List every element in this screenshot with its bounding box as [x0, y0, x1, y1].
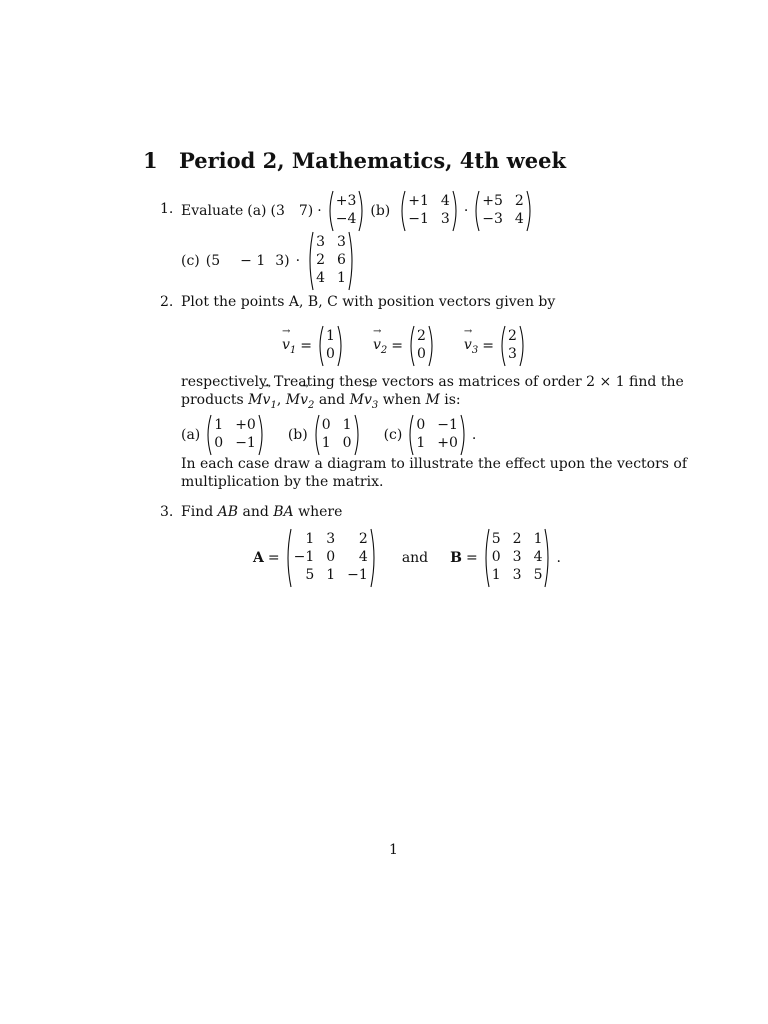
- q3-mid-and: and: [401, 550, 429, 566]
- left-paren: [398, 190, 406, 232]
- right-paren: [348, 231, 356, 291]
- right-paren: [358, 190, 366, 232]
- q2-v3-matrix: [498, 325, 527, 367]
- matrix-cells: [506, 325, 519, 367]
- q1-line-c: [181, 231, 356, 291]
- matrix-entry: 2: [416, 328, 426, 344]
- q1-line-a-b: [181, 190, 534, 232]
- matrix-cells: [320, 414, 354, 456]
- q3-A-matrix: [284, 528, 378, 588]
- q2-b-matrix: [312, 414, 362, 456]
- matrix-entry: 3: [326, 531, 336, 547]
- matrix-entry: 4: [440, 193, 450, 209]
- matrix-entry: 3: [440, 211, 450, 227]
- q2-vectors: [282, 325, 527, 367]
- q2-number: 2.: [160, 294, 174, 310]
- matrix-cells: [414, 414, 460, 456]
- left-paren: [482, 528, 490, 588]
- q3-line: Find AB and BA where: [181, 504, 343, 520]
- matrix-entry: 1: [416, 435, 426, 451]
- matrix-cells: [292, 528, 370, 588]
- q1-dot: ·: [317, 203, 322, 219]
- matrix-entry: 4: [358, 549, 368, 565]
- matrix-entry: 3: [316, 234, 325, 250]
- matrix-entry: 3: [336, 234, 346, 250]
- q2-v1-matrix: [316, 325, 345, 367]
- q3-B-label: B: [450, 550, 462, 566]
- matrix-cells: [212, 414, 258, 456]
- q1-a-row-close: 7): [298, 203, 314, 219]
- q2-v2-name: → $v_2$: [373, 337, 387, 356]
- page-number: 1: [389, 842, 398, 858]
- right-paren: [460, 414, 468, 456]
- q2-b-label: (b): [287, 427, 308, 443]
- q2-matrices: [181, 414, 476, 456]
- q2-c-label: (c): [383, 427, 403, 443]
- left-paren: [204, 414, 212, 456]
- matrix-cells: [324, 325, 337, 367]
- left-paren: [316, 325, 324, 367]
- matrix-entry: 3: [512, 567, 522, 583]
- q3-matrices: [253, 528, 561, 588]
- q1-c-label: (c): [181, 253, 200, 269]
- matrix-entry: −1: [235, 435, 256, 451]
- q3-period: .: [556, 550, 561, 566]
- q2-line1: Plot the points A, B, C with position vectors given by: [181, 294, 556, 310]
- right-paren: [428, 325, 436, 367]
- q1-c-row-open: (5: [205, 253, 221, 269]
- q1-a-row-open: (3: [270, 203, 285, 219]
- q1-a-label: (a): [247, 203, 267, 219]
- q1-b-matrix-1: [398, 190, 460, 232]
- matrix-cells: [415, 325, 428, 367]
- right-paren: [370, 528, 378, 588]
- right-paren: [258, 414, 266, 456]
- matrix-cells: [480, 190, 526, 232]
- q1-evaluate: Evaluate: [181, 203, 244, 219]
- matrix-entry: 4: [533, 549, 543, 565]
- matrix-entry: 2: [514, 193, 524, 209]
- matrix-entry: −1: [293, 549, 315, 565]
- left-paren: [407, 325, 415, 367]
- q1-b-matrix-2: [472, 190, 534, 232]
- matrix-entry: +3: [335, 193, 357, 209]
- matrix-entry: 0: [491, 549, 501, 565]
- q3-B-eq: =: [465, 550, 478, 566]
- matrix-entry: −3: [482, 211, 503, 227]
- q2-v1-name: → $v_1$: [282, 337, 296, 356]
- left-paren: [312, 414, 320, 456]
- q2-v3-name: → $v_3$: [464, 337, 478, 356]
- q3-B-matrix: [482, 528, 553, 588]
- matrix-entry: −1: [437, 417, 458, 433]
- matrix-entry: 0: [326, 549, 336, 565]
- matrix-entry: 5: [533, 567, 543, 583]
- q2-c-matrix: [406, 414, 468, 456]
- matrix-entry: 6: [336, 252, 346, 268]
- right-paren: [526, 190, 534, 232]
- q1-b-label: (b): [370, 203, 391, 219]
- matrix-cells: [406, 190, 452, 232]
- matrix-entry: 1: [336, 270, 346, 286]
- q2-a-label: (a): [181, 427, 201, 443]
- q1-c-matrix: [306, 231, 356, 291]
- matrix-entry: 0: [321, 417, 331, 433]
- q1-c-row-mid: − 1: [240, 253, 266, 269]
- matrix-entry: 0: [416, 417, 426, 433]
- q1-a-column-matrix: [326, 190, 367, 232]
- matrix-entry: 0: [214, 435, 224, 451]
- q3-A-eq: =: [267, 550, 280, 566]
- matrix-entry: +0: [235, 417, 256, 433]
- matrix-entry: 2: [512, 531, 522, 547]
- matrix-entry: 1: [533, 531, 543, 547]
- matrix-entry: 1: [342, 417, 352, 433]
- matrix-entry: 3: [512, 549, 522, 565]
- matrix-entry: 0: [342, 435, 352, 451]
- matrix-entry: −1: [347, 567, 368, 583]
- q2-line3: products $M\to v_1$, $M\to v_2$ and $M\to v_3$ when M is:: [181, 392, 461, 411]
- left-paren: [472, 190, 480, 232]
- matrix-entry: 2: [507, 328, 517, 344]
- matrix-entry: 2: [316, 252, 325, 268]
- q3-number: 3.: [160, 504, 174, 520]
- q2-v3-eq: =: [482, 338, 494, 354]
- q1-number: 1.: [160, 201, 174, 217]
- matrix-entry: +0: [437, 435, 458, 451]
- right-paren: [354, 414, 362, 456]
- matrix-entry: −4: [335, 211, 357, 227]
- matrix-entry: +5: [482, 193, 503, 209]
- q1-c-row-close: 3): [275, 253, 290, 269]
- q2-period: .: [471, 427, 477, 443]
- q2-line5: multiplication by the matrix.: [181, 474, 384, 490]
- matrix-entry: 1: [214, 417, 224, 433]
- matrix-entry: 5: [491, 531, 501, 547]
- matrix-entry: 2: [358, 531, 368, 547]
- matrix-entry: 1: [326, 328, 335, 344]
- right-paren: [337, 325, 345, 367]
- matrix-entry: 0: [416, 346, 426, 362]
- matrix-entry: 1: [305, 531, 315, 547]
- q2-v2-matrix: [407, 325, 436, 367]
- right-paren: [452, 190, 460, 232]
- q2-v2-eq: =: [391, 338, 403, 354]
- matrix-entry: −1: [408, 211, 429, 227]
- q2-line4: In each case draw a diagram to illustrate the effect upon the vectors of: [181, 456, 688, 472]
- matrix-entry: 1: [491, 567, 501, 583]
- matrix-cells: [314, 231, 348, 291]
- q2-a-matrix: [204, 414, 266, 456]
- left-paren: [406, 414, 414, 456]
- right-paren: [519, 325, 527, 367]
- q1-dot-c: ·: [295, 253, 301, 269]
- matrix-entry: +1: [408, 193, 429, 209]
- section-number: 1: [143, 148, 158, 173]
- matrix-entry: 4: [316, 270, 325, 286]
- left-paren: [284, 528, 292, 588]
- right-paren: [544, 528, 552, 588]
- matrix-cells: [334, 190, 359, 232]
- matrix-cells: [490, 528, 545, 588]
- left-paren: [326, 190, 334, 232]
- q2-v1-eq: =: [300, 338, 313, 354]
- matrix-entry: 0: [326, 346, 335, 362]
- matrix-entry: 1: [326, 567, 336, 583]
- left-paren: [306, 231, 314, 291]
- q1-dot-b: ·: [463, 203, 469, 219]
- matrix-entry: 5: [305, 567, 315, 583]
- matrix-entry: 1: [321, 435, 331, 451]
- matrix-entry: 3: [507, 346, 517, 362]
- q2-line2: respectively. Treating these vectors as matrices of order 2 × 1 find the: [181, 374, 684, 390]
- left-paren: [498, 325, 506, 367]
- q3-A-label: A: [253, 550, 264, 566]
- matrix-entry: 4: [514, 211, 524, 227]
- section-title: Period 2, Mathematics, 4th week: [179, 148, 567, 173]
